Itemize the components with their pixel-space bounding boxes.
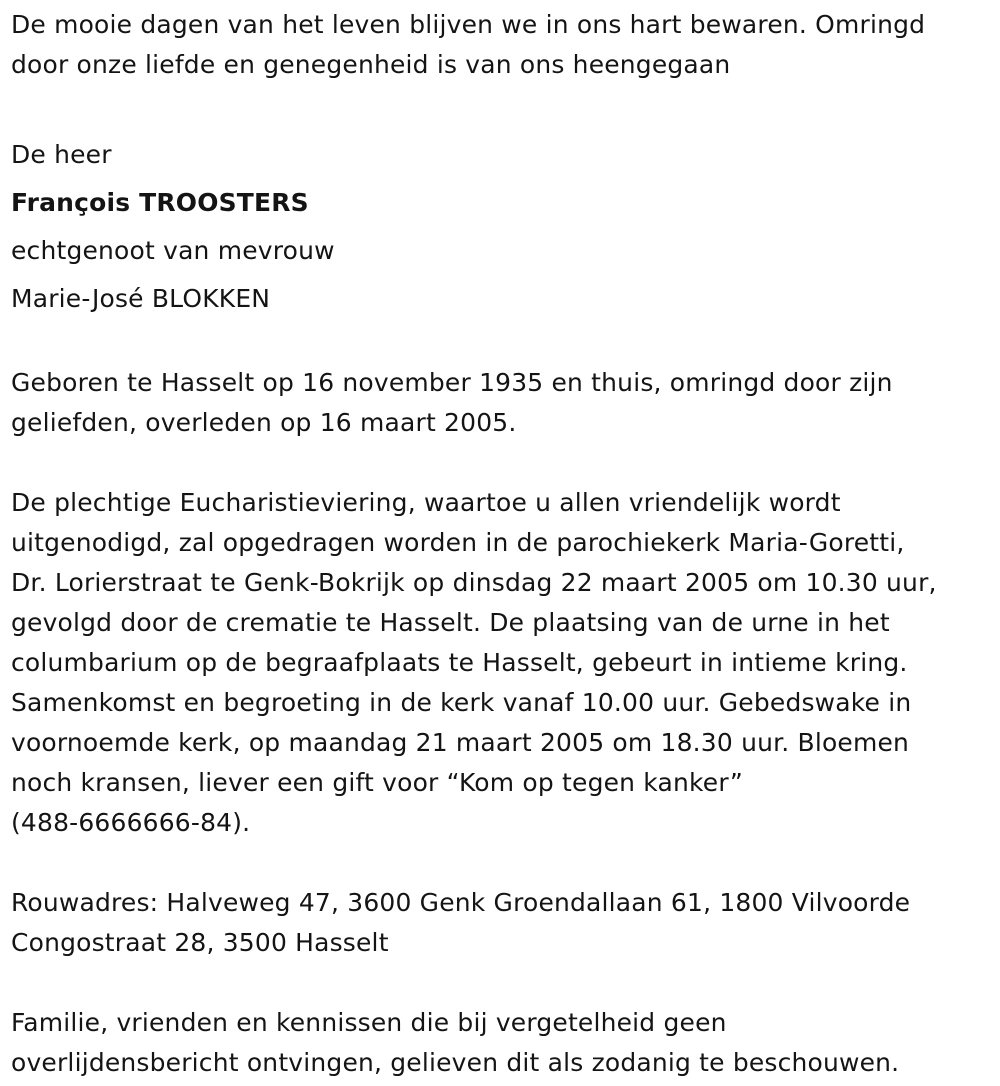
intro-paragraph	[11, 0, 991, 85]
birth-death-line: Geboren te Hasselt op 16 november 1935 en thuis, omringd door zijn	[11, 368, 893, 397]
birth-death-paragraph	[11, 363, 991, 443]
closing-line: overlijdensbericht ontvingen, gelieven dit als zodanig te beschouwen.	[11, 1048, 900, 1077]
relation-text: echtgenoot van mevrouw	[11, 236, 335, 265]
address-paragraph	[11, 883, 991, 963]
closing-line: Familie, vrienden en kennissen die bij vergetelheid geen	[11, 1008, 727, 1037]
ceremony-line: (488-6666666-84).	[11, 808, 251, 837]
intro-line: door onze liefde en genegenheid is van ons heengegaan	[11, 50, 731, 79]
address-line: Rouwadres: Halveweg 47, 3600 Genk Groendallaan 61, 1800 Vilvoorde	[11, 888, 911, 917]
deceased-title: De heer	[11, 140, 112, 169]
spouse-name: Marie-José BLOKKEN	[11, 284, 271, 313]
intro-line: De mooie dagen van het leven blijven we in ons hart bewaren. Omringd	[11, 10, 926, 39]
ceremony-line: gevolgd door de crematie te Hasselt. De plaatsing van de urne in het	[11, 608, 890, 637]
ceremony-paragraph	[11, 483, 991, 843]
ceremony-line: De plechtige Eucharistieviering, waartoe u allen vriendelijk wordt	[11, 488, 841, 517]
ceremony-line: uitgenodigd, zal opgedragen worden in de parochiekerk Maria-Goretti,	[11, 528, 905, 557]
deceased-block	[11, 131, 991, 323]
ceremony-line: Samenkomst en begroeting in de kerk vanaf 10.00 uur. Gebedswake in	[11, 688, 912, 717]
birth-death-line: geliefden, overleden op 16 maart 2005.	[11, 408, 517, 437]
deceased-name: François TROOSTERS	[11, 188, 309, 217]
ceremony-line: noch kransen, liever een gift voor “Kom op tegen kanker”	[11, 768, 743, 797]
ceremony-line: voornoemde kerk, op maandag 21 maart 2005 om 18.30 uur. Bloemen	[11, 728, 910, 757]
ceremony-line: columbarium op de begraafplaats te Hasselt, gebeurt in intieme kring.	[11, 648, 908, 677]
obituary-notice	[11, 0, 991, 1083]
address-line: Congostraat 28, 3500 Hasselt	[11, 928, 389, 957]
ceremony-line: Dr. Lorierstraat te Genk-Bokrijk op dinsdag 22 maart 2005 om 10.30 uur,	[11, 568, 937, 597]
closing-paragraph	[11, 1003, 991, 1083]
